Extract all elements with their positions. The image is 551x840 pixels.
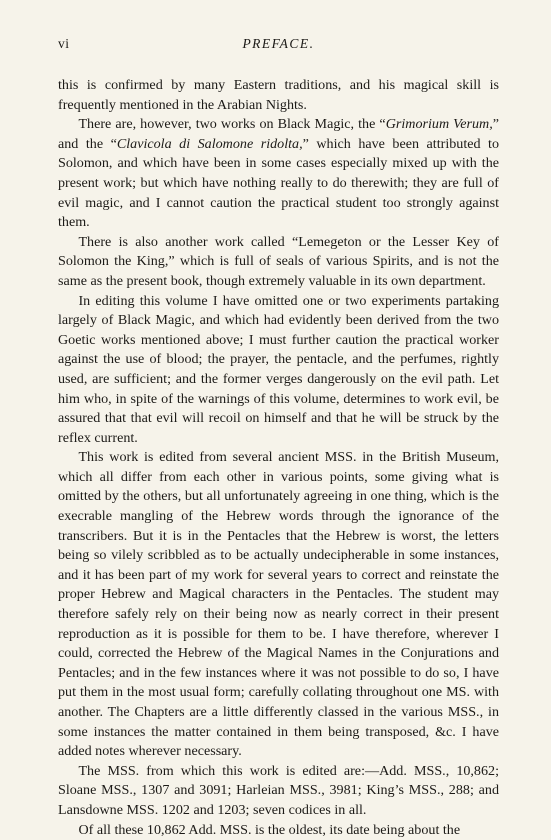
italic-title: Grimorium Verum,	[385, 116, 493, 133]
paragraph	[58, 115, 499, 233]
text-run: The MSS. from which this work is edited are:—Add. MSS., 10,862; Sloane MSS., 1307 and 3091; Harleian MSS., 3981; King’s MSS., 288; and Lansdowne MSS. 1202 and 1203; seven codices in all.	[58, 762, 499, 818]
text-run: ” which have been attributed to Solomon, and which have been in some cases especially mixed up with the present work; but which have nothing really to do therewith; they are full of evil magic, and I cannot caution the practical student too strongly against them.	[58, 135, 500, 231]
italic-title: Clavicola di Salomone ridolta,	[116, 135, 303, 152]
text-run: In editing this volume I have omitted one or two experiments partaking largely of Black Magic, and which had evidently been derived from the two Goetic works mentioned above; I must further caution the practical worker against the use of blood; the prayer, the pentacle, and the perfumes, rightly used, are sufficient; and the former verges dangerously on the evil path. Let him who, in spite of the warnings of this volume, determines to work evil, be assured that that evil will recoil on himself and that he will be struck by the reflex current.	[58, 292, 499, 446]
paragraph	[58, 762, 499, 821]
paragraph	[58, 292, 499, 449]
paragraph	[58, 821, 499, 840]
text-run: This work is edited from several ancient MSS. in the British Museum, which all differ from each other in various points, some giving what is omitted by the others, but all unfortunately agreeing in one thing, which is the execrable mangling of the Hebrew words through the ignorance of the transcribers. But it is in the Pentacles that the Hebrew is worst, the letters being so vilely scribbled as to be actually undecipherable in some instances, and it has been part of my work for several years to correct and reinstate the proper Hebrew and Magical characters in the Pentacles. The student may therefore safely rely on their being now as nearly correct in their present reproduction as it is possible for them to be. I have therefore, wherever I could, corrected the Hebrew of the Magical Names in the Conjurations and Pentacles; and in the few instances where it was not possible to do so, I have put them in the most usual form; carefully collating throughout one MS. with another. The Chapters are a little differently classed in the various MSS., in some instances the matter contained in them being transposed, &c. I have added notes wherever necessary.	[58, 449, 499, 760]
text-run: Of all these 10,862 Add. MSS. is the oldest, its date being about the	[78, 821, 461, 838]
text-run: ” and the “	[58, 116, 499, 152]
text-run: this is confirmed by many Eastern traditions, and his magical skill is frequently mentioned in the Arabian Nights.	[58, 77, 499, 113]
page-number: vi	[58, 36, 70, 51]
body-text	[58, 76, 499, 840]
text-run: There is also another work called “Lemegeton or the Lesser Key of Solomon the King,” which is full of seals of various Spirits, and is not the same as the present book, though extremely valuable in its own department.	[58, 233, 499, 289]
paragraph	[58, 448, 499, 762]
continued-paragraph	[58, 76, 499, 115]
paragraph	[58, 233, 499, 292]
text-run: There are, however, two works on Black Magic, the “	[78, 116, 386, 133]
running-title: PREFACE.	[242, 36, 315, 51]
running-head	[58, 36, 499, 56]
